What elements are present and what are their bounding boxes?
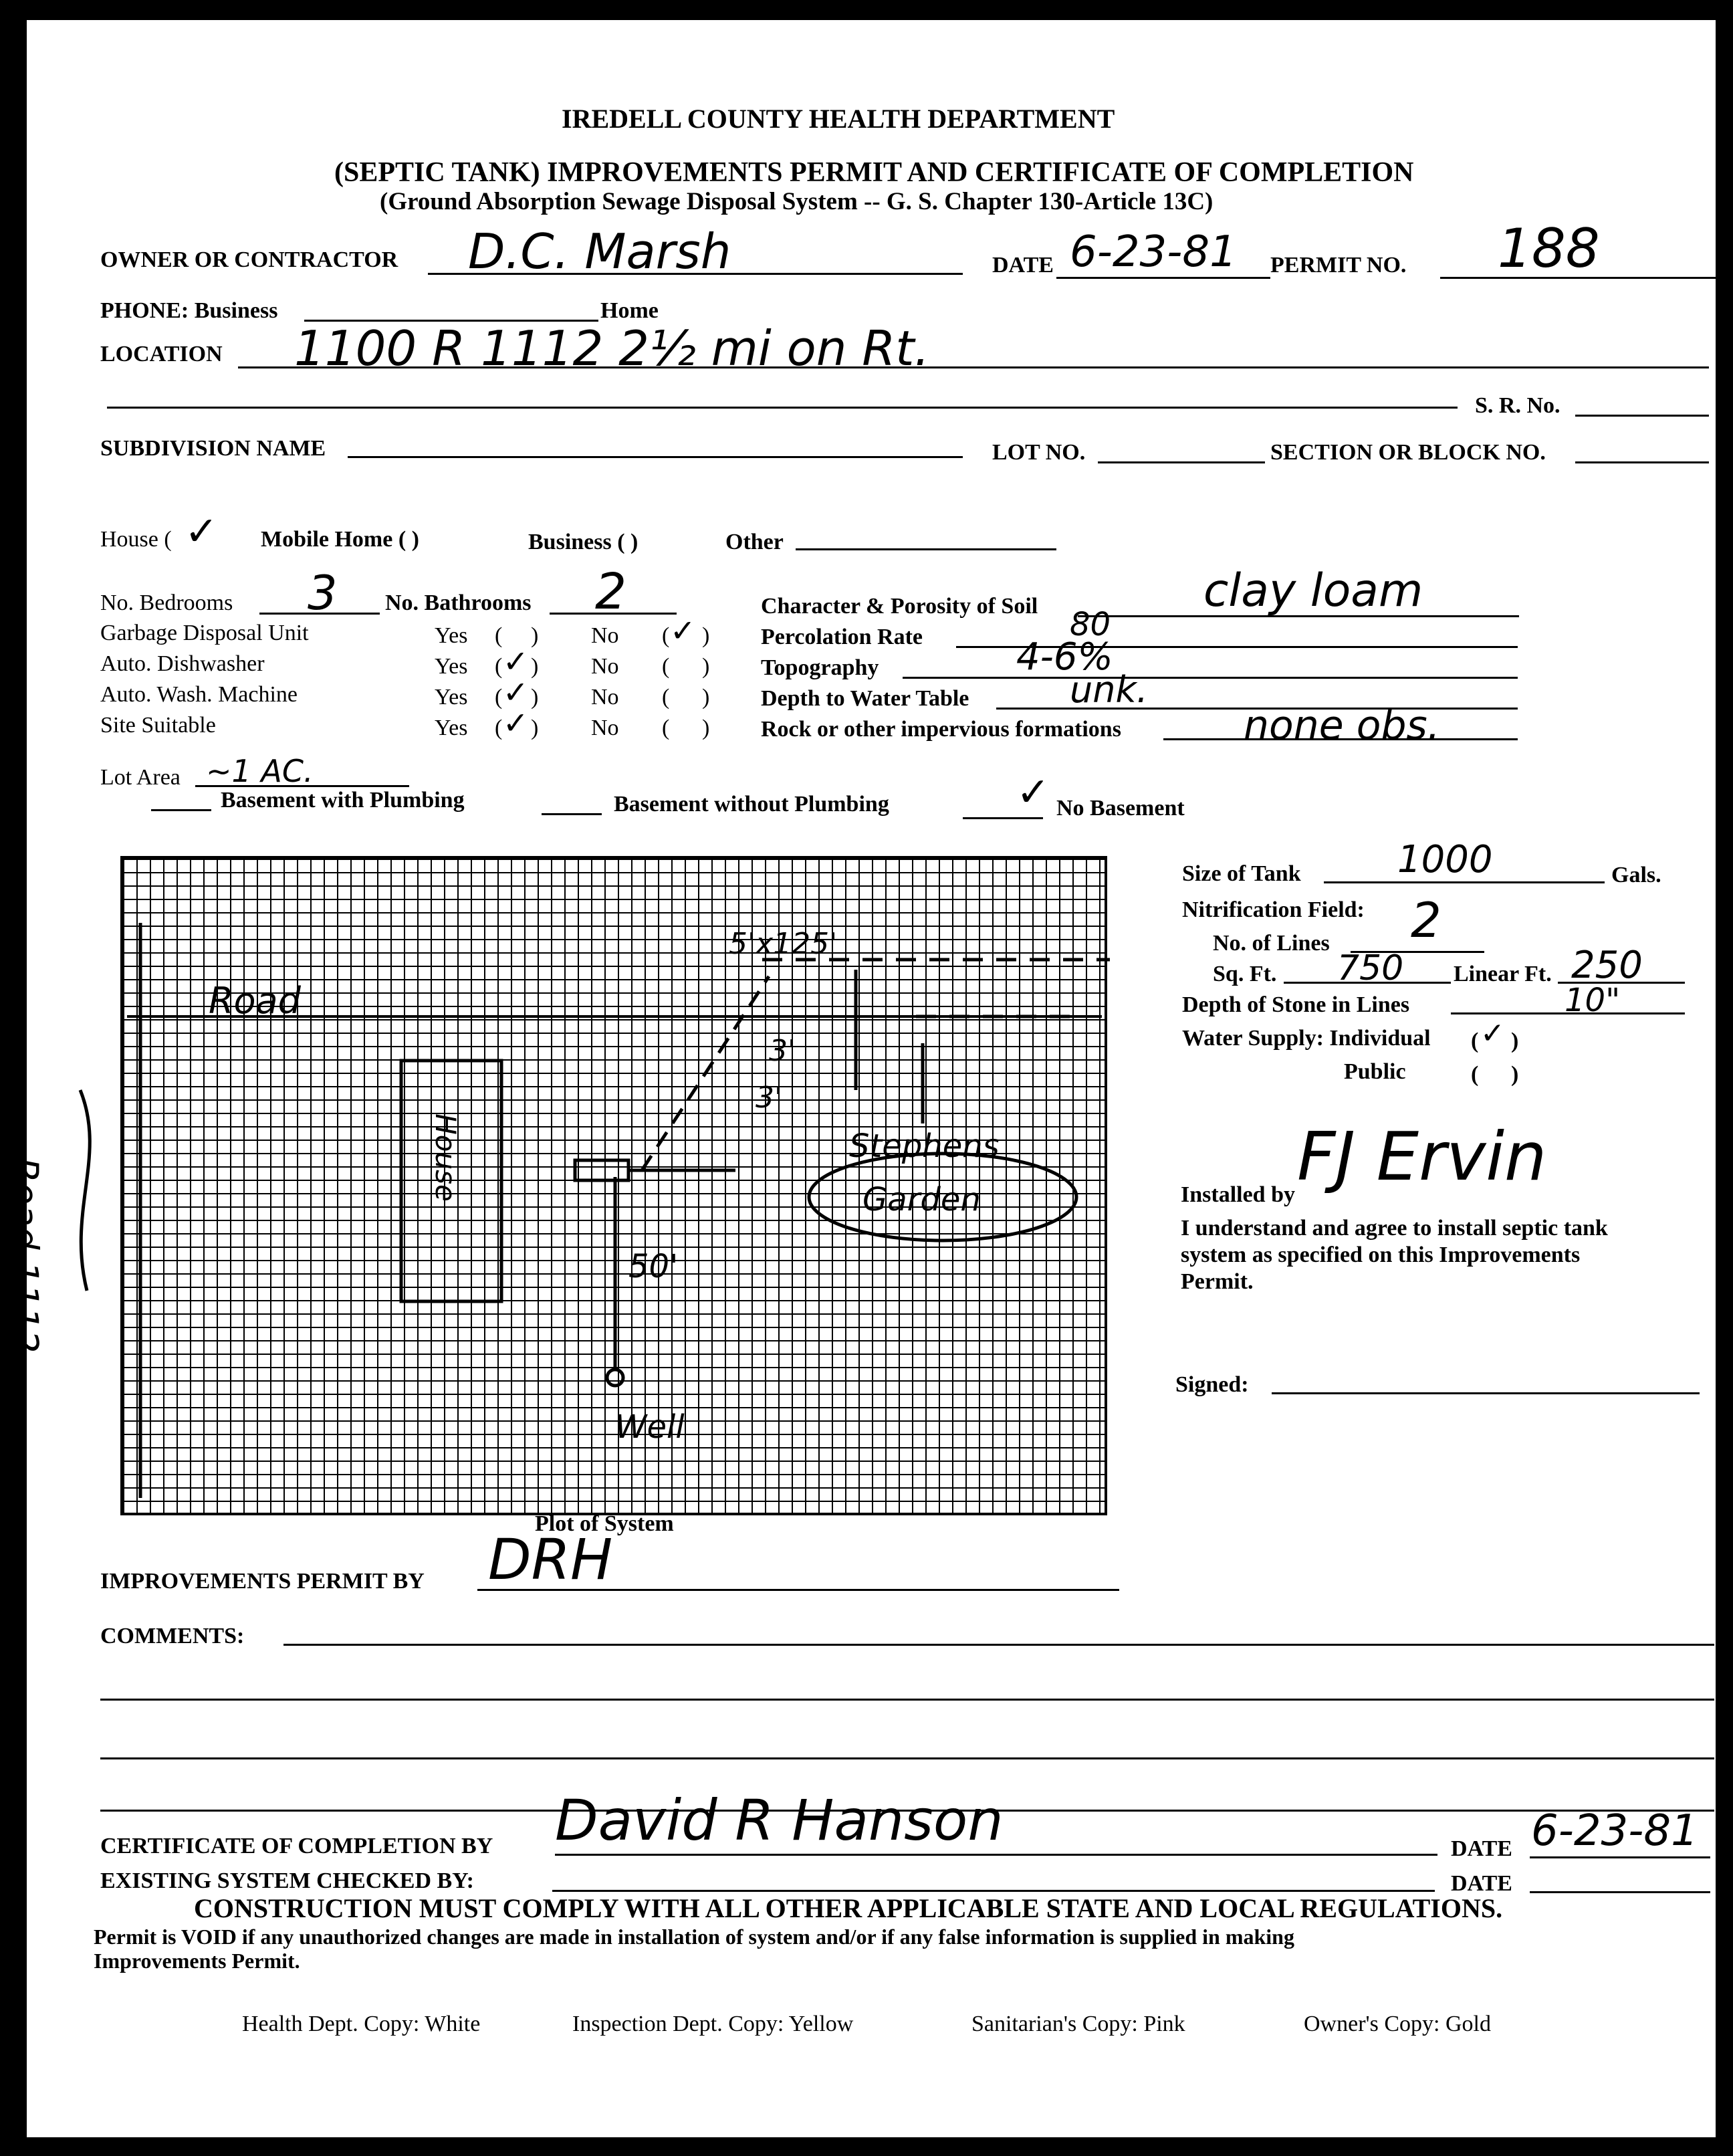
bathrooms-label: No. Bathrooms [385, 590, 532, 615]
existing-label: EXISTING SYSTEM CHECKED BY: [100, 1868, 474, 1893]
sqft-label: Sq. Ft. [1213, 962, 1277, 986]
agreement-line-3: Permit. [1181, 1269, 1254, 1294]
section-label: SECTION OR BLOCK NO. [1270, 440, 1546, 465]
location-value: 1100 R 1112 2½ mi on Rt. [294, 320, 930, 376]
certificate-date-value: 6-23-81 [1531, 1806, 1698, 1856]
plot-label: Plot of System [535, 1511, 674, 1536]
garbage-yes-label: Yes [435, 623, 468, 648]
existing-date-label: DATE [1451, 1871, 1512, 1896]
sr-no-label: S. R. No. [1475, 393, 1561, 418]
phone-home-label: Home [600, 298, 659, 323]
void-notice-1: Permit is VOID if any unauthorized changes are made in installation of system and/or if any false information is supplied in making [94, 1925, 1294, 1949]
wash-yes-close: ) [531, 685, 539, 710]
garbage-yes-open: ( [495, 623, 503, 648]
bedrooms-value: 3 [308, 566, 338, 621]
agreement-line-1: I understand and agree to install septic tank [1181, 1216, 1608, 1241]
garbage-no-close: ) [702, 623, 710, 648]
dishwasher-label: Auto. Dishwasher [100, 651, 265, 676]
stone-depth-label: Depth of Stone in Lines [1182, 992, 1410, 1017]
garbage-no-label: No [591, 623, 619, 648]
bedrooms-label: No. Bedrooms [100, 590, 233, 615]
dishwasher-yes-label: Yes [435, 654, 468, 679]
certificate-line [555, 1854, 1437, 1856]
comments-line-1 [283, 1644, 1714, 1646]
rock-label: Rock or other impervious formations [761, 717, 1121, 742]
form-subtitle: (Ground Absorption Sewage Disposal System -- G. S. Chapter 130-Article 13C) [380, 188, 1214, 215]
water-table-value: unk. [1070, 669, 1148, 711]
topo-label: Topography [761, 655, 879, 680]
copy-inspection: Inspection Dept. Copy: Yellow [572, 2012, 854, 2036]
sketch-house: House [429, 1113, 462, 1202]
subdivision-label: SUBDIVISION NAME [100, 436, 326, 461]
permit-no-value: 188 [1498, 217, 1600, 280]
wash-no-label: No [591, 685, 619, 710]
sketch-dist-mid: 3' [769, 1034, 796, 1068]
signed-line [1272, 1392, 1700, 1394]
agreement-line-2: system as specified on this Improvements [1181, 1243, 1581, 1267]
basement-plumb-label: Basement with Plumbing [221, 788, 465, 813]
dishwasher-no-close: ) [702, 654, 710, 679]
form-title: (SEPTIC TANK) IMPROVEMENTS PERMIT AND CERTIFICATE OF COMPLETION [334, 157, 1414, 188]
lot-area-label: Lot Area [100, 765, 181, 790]
garbage-no-check: ✓ [670, 613, 696, 649]
certificate-signature: David R Hanson [555, 1788, 1004, 1853]
permit-by-label: IMPROVEMENTS PERMIT BY [100, 1569, 425, 1594]
installed-by-label: Installed by [1181, 1182, 1295, 1207]
garbage-label: Garbage Disposal Unit [100, 621, 309, 645]
certificate-date-label: DATE [1451, 1836, 1512, 1861]
certificate-label: CERTIFICATE OF COMPLETION BY [100, 1834, 493, 1858]
no-basement-check: ✓ [1016, 769, 1050, 816]
existing-date-line [1530, 1891, 1710, 1893]
water-individual-close: ) [1511, 1029, 1519, 1053]
linear-ft-label: Linear Ft. [1454, 962, 1552, 986]
wash-no-open: ( [662, 685, 670, 710]
certificate-date-line [1530, 1856, 1710, 1858]
dishwasher-no-label: No [591, 654, 619, 679]
linear-ft-value: 250 [1571, 944, 1643, 987]
water-individual-open: ( [1471, 1029, 1479, 1053]
comments-line-2 [100, 1699, 1714, 1701]
rock-value: none obs. [1244, 702, 1440, 749]
sketch-dist-top: 5'x125' [729, 927, 838, 961]
perc-label: Percolation Rate [761, 625, 923, 649]
owner-value: D.C. Marsh [468, 223, 731, 280]
sketch-road-side: Road 1112 [3, 1157, 46, 1354]
site-no-open: ( [662, 716, 670, 740]
phone-business-label: PHONE: Business [100, 298, 278, 323]
no-lines-label: No. of Lines [1213, 931, 1330, 956]
nitrification-label: Nitrification Field: [1182, 897, 1365, 922]
wash-yes-check: ✓ [503, 674, 529, 710]
compliance-notice: CONSTRUCTION MUST COMPLY WITH ALL OTHER APPLICABLE STATE AND LOCAL REGULATIONS. [194, 1893, 1503, 1923]
site-yes-label: Yes [435, 716, 468, 740]
department-name: IREDELL COUNTY HEALTH DEPARTMENT [562, 104, 1115, 134]
installed-by-signature: FJ Ervin [1297, 1117, 1547, 1196]
business-label: Business ( ) [528, 530, 639, 554]
dishwasher-yes-close: ) [531, 654, 539, 679]
dishwasher-yes-check: ✓ [503, 643, 529, 679]
copy-health: Health Dept. Copy: White [242, 2012, 481, 2036]
no-basement-label: No Basement [1056, 796, 1185, 821]
tank-size-value: 1000 [1397, 838, 1493, 881]
no-lines-value: 2 [1411, 892, 1441, 948]
mobile-home-label: Mobile Home ( ) [261, 527, 419, 552]
void-notice-2: Improvements Permit. [94, 1949, 300, 1973]
wash-yes-label: Yes [435, 685, 468, 710]
water-supply-label: Water Supply: Individual [1182, 1026, 1431, 1051]
sketch-well: Well [615, 1408, 685, 1446]
permit-no-label: PERMIT NO. [1270, 253, 1407, 278]
copy-owner: Owner's Copy: Gold [1304, 2012, 1492, 2036]
water-individual-check: ✓ [1480, 1016, 1505, 1051]
comments-line-3 [100, 1757, 1714, 1759]
wash-machine-label: Auto. Wash. Machine [100, 682, 298, 707]
soil-label: Character & Porosity of Soil [761, 594, 1038, 619]
site-no-close: ) [702, 716, 710, 740]
tank-size-label: Size of Tank [1182, 861, 1301, 886]
dishwasher-no-open: ( [662, 654, 670, 679]
gals-label: Gals. [1611, 863, 1661, 887]
sketch-dist-well: 50' [628, 1248, 679, 1285]
sketch-road: Road [209, 980, 301, 1022]
signed-label: Signed: [1175, 1372, 1249, 1397]
water-public-label: Public [1344, 1059, 1406, 1084]
site-yes-close: ) [531, 716, 539, 740]
site-yes-check: ✓ [503, 705, 529, 741]
comments-label: COMMENTS: [100, 1624, 245, 1648]
existing-line [552, 1890, 1435, 1892]
site-suitable-label: Site Suitable [100, 713, 216, 738]
house-label: House ( [100, 527, 172, 552]
permit-by-signature: DRH [488, 1527, 613, 1592]
other-label: Other [725, 530, 784, 554]
tank-size-line [1324, 881, 1605, 883]
sketch-garden-2: Garden [862, 1181, 981, 1218]
bathrooms-value: 2 [595, 563, 627, 621]
date-label: DATE [992, 253, 1054, 278]
water-public-close: ) [1511, 1062, 1519, 1087]
garbage-yes-close: ) [531, 623, 539, 648]
date-value: 6-23-81 [1070, 227, 1237, 277]
lot-area-value: ~1 AC. [206, 753, 314, 789]
site-no-label: No [591, 716, 619, 740]
lot-no-label: LOT NO. [992, 440, 1086, 465]
house-check: ✓ [185, 508, 219, 555]
wash-yes-open: ( [495, 685, 503, 710]
perc-value: 80 [1070, 606, 1111, 643]
topo-value: 4-6% [1016, 635, 1113, 679]
basement-noplumb-label: Basement without Plumbing [614, 792, 889, 817]
location-label: LOCATION [100, 342, 223, 366]
water-public-open: ( [1471, 1062, 1479, 1087]
sketch-dist-mid2: 3' [756, 1081, 783, 1115]
dishwasher-yes-open: ( [495, 654, 503, 679]
soil-value: clay loam [1203, 564, 1423, 617]
site-yes-open: ( [495, 716, 503, 740]
sqft-value: 750 [1337, 948, 1404, 988]
permit-form [3, 20, 1716, 2137]
copy-sanitarian: Sanitarian's Copy: Pink [971, 2012, 1185, 2036]
sketch-garden-1: Stephens [849, 1127, 1000, 1165]
water-table-label: Depth to Water Table [761, 686, 969, 711]
garbage-no-open: ( [662, 623, 670, 648]
stone-depth-value: 10" [1565, 982, 1621, 1019]
owner-label: OWNER OR CONTRACTOR [100, 247, 398, 272]
wash-no-close: ) [702, 685, 710, 710]
